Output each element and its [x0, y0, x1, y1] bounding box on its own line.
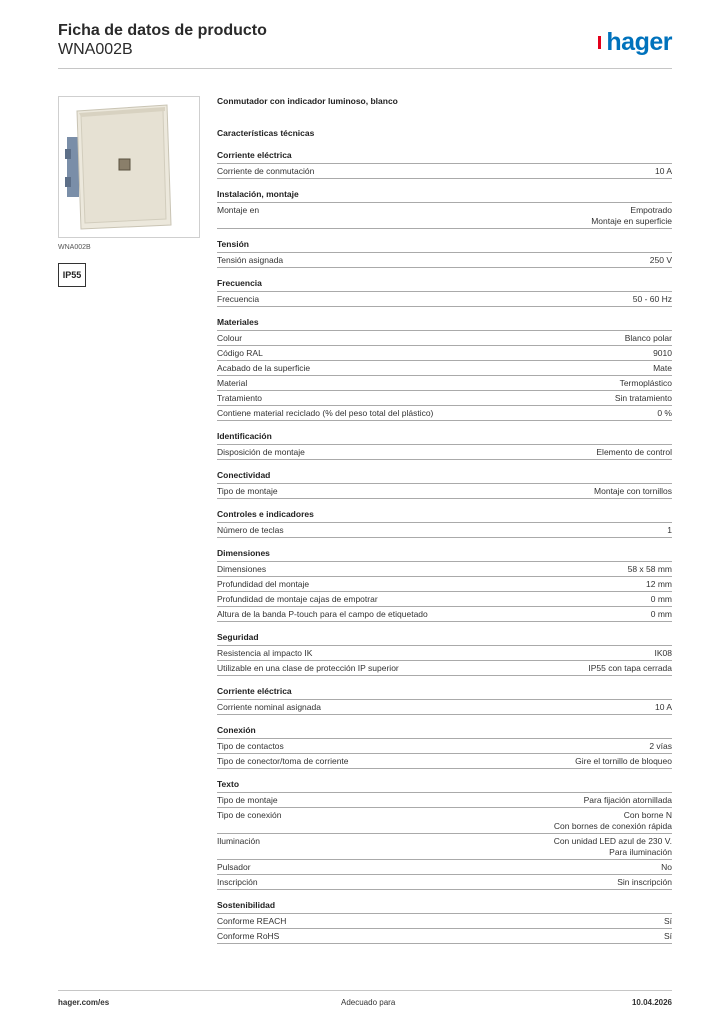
- spec-row: [217, 793, 672, 808]
- spec-value-line: 12 mm: [646, 578, 672, 589]
- section-title: Sostenibilidad: [217, 899, 672, 914]
- section-title: Seguridad: [217, 631, 672, 646]
- spec-value: [588, 663, 672, 674]
- page-header: [58, 22, 672, 68]
- spec-value: [554, 836, 672, 858]
- spec-label: Tipo de conexión: [217, 809, 282, 820]
- spec-value-line: 1: [667, 524, 672, 535]
- spec-label: Altura de la banda P-touch para el campo de etiquetado: [217, 608, 428, 619]
- spec-section: [217, 631, 672, 676]
- product-code: WNA002B: [58, 41, 133, 58]
- footer-divider: [58, 990, 672, 991]
- spec-row: [217, 445, 672, 460]
- spec-value: [651, 609, 672, 620]
- spec-value: [655, 166, 672, 177]
- spec-label: Tipo de montaje: [217, 485, 278, 496]
- section-title: Corriente eléctrica: [217, 685, 672, 700]
- footer-date: 10.04.2026: [631, 998, 672, 1007]
- section-title: Materiales: [217, 316, 672, 331]
- spec-label: Profundidad de montaje cajas de empotrar: [217, 593, 378, 604]
- section-title: Instalación, montaje: [217, 188, 672, 203]
- logo-text: hager: [606, 28, 672, 56]
- image-caption: WNA002B: [58, 244, 91, 251]
- spec-label: Conforme REACH: [217, 915, 287, 926]
- spec-row: [217, 523, 672, 538]
- spec-value: [649, 741, 672, 752]
- spec-value: [651, 594, 672, 605]
- product-image: [58, 96, 200, 238]
- spec-label: Acabado de la superficie: [217, 362, 311, 373]
- spec-section: [217, 685, 672, 715]
- spec-row: [217, 391, 672, 406]
- spec-label: Dimensiones: [217, 563, 267, 574]
- spec-value-line: 0 mm: [650, 593, 672, 604]
- tech-heading: Características técnicas: [217, 128, 315, 138]
- section-title: Corriente eléctrica: [217, 149, 672, 164]
- spec-row: [217, 592, 672, 607]
- spec-value: [650, 255, 672, 266]
- spec-label: Disposición de montaje: [217, 446, 305, 457]
- spec-content: [217, 95, 672, 953]
- section-title: Identificación: [217, 430, 672, 445]
- spec-value: [633, 294, 672, 305]
- spec-value: [653, 348, 672, 359]
- spec-label: Material: [217, 377, 248, 388]
- spec-row: [217, 646, 672, 661]
- section-title: Controles e indicadores: [217, 508, 672, 523]
- spec-section: [217, 724, 672, 769]
- spec-value: [661, 862, 672, 873]
- spec-value: [575, 756, 672, 767]
- spec-row: [217, 607, 672, 622]
- spec-value-line: 9010: [653, 347, 672, 358]
- spec-value-line: Mate: [653, 362, 672, 373]
- spec-label: Contiene material reciclado (% del peso total del plástico): [217, 407, 434, 418]
- spec-value-line: Montaje con tornillos: [594, 485, 672, 496]
- spec-label: Tratamiento: [217, 392, 263, 403]
- spec-section: [217, 188, 672, 229]
- spec-value: [664, 931, 672, 942]
- spec-value: [664, 916, 672, 927]
- spec-label: Tensión asignada: [217, 254, 284, 265]
- spec-value-line: Sin tratamiento: [614, 392, 672, 403]
- spec-value: [653, 363, 672, 374]
- spec-value-line: Con bornes de conexión rápida: [553, 820, 672, 831]
- spec-value-line: Termoplástico: [619, 377, 672, 388]
- spec-label: Inscripción: [217, 876, 258, 887]
- spec-row: [217, 577, 672, 592]
- spec-section: [217, 508, 672, 538]
- logo-mark-icon: [598, 36, 605, 49]
- spec-row: [217, 361, 672, 376]
- spec-value: [646, 579, 672, 590]
- spec-row: [217, 562, 672, 577]
- spec-row: [217, 376, 672, 391]
- spec-label: Corriente nominal asignada: [217, 701, 321, 712]
- spec-value: [591, 205, 672, 227]
- spec-value-line: 58 x 58 mm: [627, 563, 672, 574]
- spec-section: [217, 277, 672, 307]
- spec-value-line: 0 mm: [650, 608, 672, 619]
- spec-value-line: IP55 con tapa cerrada: [588, 662, 672, 673]
- indicator-light: [119, 159, 130, 170]
- spec-value-line: 0 %: [657, 407, 672, 418]
- spec-row: [217, 914, 672, 929]
- spec-row: [217, 929, 672, 944]
- spec-row: [217, 661, 672, 676]
- spec-section: [217, 316, 672, 421]
- spec-row: [217, 203, 672, 229]
- spec-value-line: 2 vías: [649, 740, 672, 751]
- spec-value-line: No: [661, 861, 672, 872]
- header-divider: [58, 68, 672, 69]
- spec-row: [217, 834, 672, 860]
- ip-rating-badge: IP55: [58, 263, 86, 287]
- spec-row: [217, 346, 672, 361]
- spec-section: [217, 899, 672, 944]
- spec-value: [620, 378, 672, 389]
- spec-label: Utilizable en una clase de protección IP superior: [217, 662, 399, 673]
- spec-value-line: Con borne N: [623, 809, 672, 820]
- spec-value-line: Para iluminación: [609, 846, 672, 857]
- spec-value-line: IK08: [654, 647, 672, 658]
- section-title: Frecuencia: [217, 277, 672, 292]
- spec-row: [217, 700, 672, 715]
- spec-label: Código RAL: [217, 347, 263, 358]
- spec-value-line: 10 A: [654, 701, 672, 712]
- spec-row: [217, 253, 672, 268]
- mounting-bracket: [67, 137, 79, 197]
- section-title: Dimensiones: [217, 547, 672, 562]
- spec-value-line: 50 - 60 Hz: [632, 293, 672, 304]
- spec-label: Tipo de montaje: [217, 794, 278, 805]
- spec-value: [615, 393, 672, 404]
- page-title: Ficha de datos de producto: [58, 22, 267, 39]
- spec-label: Número de teclas: [217, 524, 284, 535]
- spec-row: [217, 484, 672, 499]
- spec-section: [217, 238, 672, 268]
- spec-value: [554, 810, 672, 832]
- spec-row: [217, 739, 672, 754]
- spec-label: Resistencia al impacto IK: [217, 647, 313, 658]
- spec-label: Tipo de contactos: [217, 740, 284, 751]
- footer-note: Adecuado para: [341, 998, 396, 1007]
- spec-section: [217, 778, 672, 890]
- spec-row: [217, 808, 672, 834]
- spec-row: [217, 331, 672, 346]
- spec-value: [584, 795, 672, 806]
- spec-value-line: Montaje en superficie: [591, 215, 672, 226]
- spec-value-line: Sí: [663, 915, 672, 926]
- spec-value: [657, 408, 672, 419]
- spec-section: [217, 149, 672, 179]
- spec-label: Tipo de conector/toma de corriente: [217, 755, 349, 766]
- spec-value-line: Sin inscripción: [617, 876, 672, 887]
- spec-row: [217, 292, 672, 307]
- section-title: Tensión: [217, 238, 672, 253]
- hager-logo: [598, 28, 672, 56]
- spec-value-line: Blanco polar: [624, 332, 672, 343]
- spec-section: [217, 469, 672, 499]
- spec-value-line: Elemento de control: [596, 446, 672, 457]
- spec-label: Corriente de conmutación: [217, 165, 315, 176]
- spec-value-line: Para fijación atornillada: [583, 794, 672, 805]
- spec-value: [667, 525, 672, 536]
- spec-label: Frecuencia: [217, 293, 260, 304]
- spec-value: [655, 702, 672, 713]
- spec-value: [617, 877, 672, 888]
- spec-label: Pulsador: [217, 861, 251, 872]
- spec-row: [217, 754, 672, 769]
- spec-value: [625, 333, 672, 344]
- spec-label: Profundidad del montaje: [217, 578, 310, 589]
- spec-label: Montaje en: [217, 204, 260, 215]
- spec-sections: [217, 149, 672, 944]
- spec-section: [217, 430, 672, 460]
- spec-value-line: 250 V: [649, 254, 672, 265]
- spec-value-line: Sí: [663, 930, 672, 941]
- spec-value: [628, 564, 672, 575]
- spec-label: Colour: [217, 332, 243, 343]
- spec-value: [596, 447, 672, 458]
- spec-section: [217, 547, 672, 622]
- spec-row: [217, 860, 672, 875]
- spec-value-line: 10 A: [654, 165, 672, 176]
- spec-label: Conforme RoHS: [217, 930, 280, 941]
- spec-row: [217, 406, 672, 421]
- footer-website[interactable]: hager.com/es: [58, 998, 110, 1007]
- spec-label: Iluminación: [217, 835, 260, 846]
- section-title: Conexión: [217, 724, 672, 739]
- product-description: Conmutador con indicador luminoso, blanco: [217, 96, 398, 106]
- spec-row: [217, 164, 672, 179]
- section-title: Texto: [217, 778, 672, 793]
- switch-illustration: [59, 97, 199, 237]
- spec-value-line: Con unidad LED azul de 230 V.: [553, 835, 672, 846]
- spec-value-line: Gire el tornillo de bloqueo: [575, 755, 672, 766]
- spec-value: [594, 486, 672, 497]
- spec-value-line: Empotrado: [630, 204, 672, 215]
- spec-row: [217, 875, 672, 890]
- spec-value: [655, 648, 673, 659]
- section-title: Conectividad: [217, 469, 672, 484]
